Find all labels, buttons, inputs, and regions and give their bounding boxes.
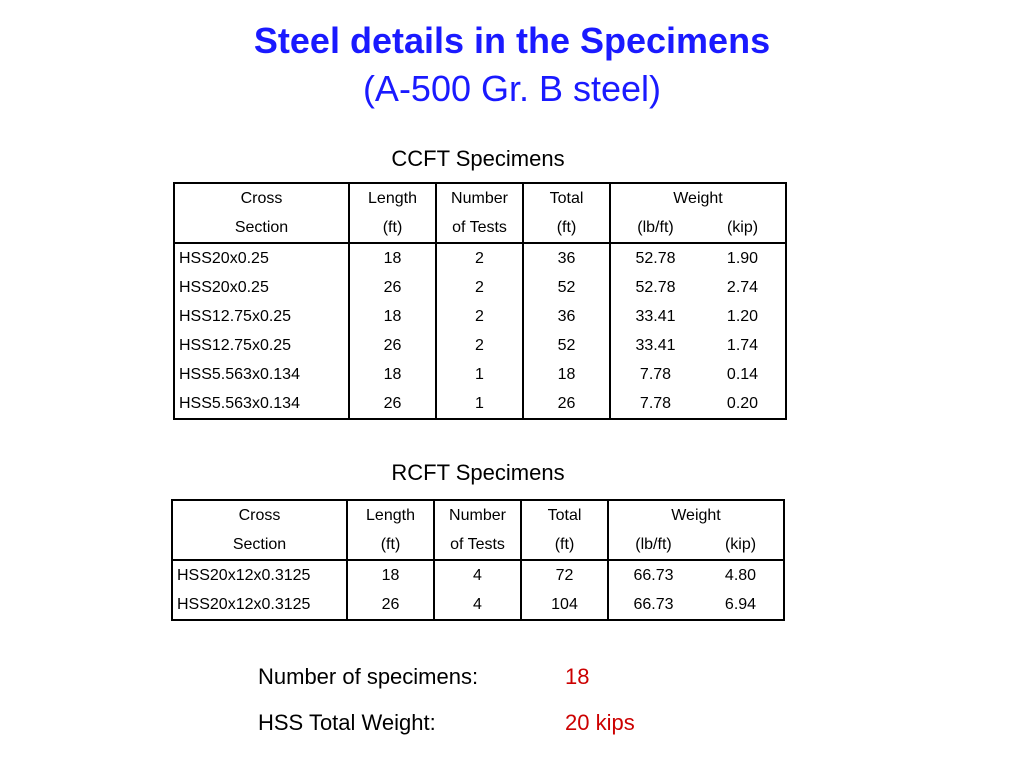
table-cell: 52.78 bbox=[635, 249, 676, 267]
header-cell: (lb/ft) bbox=[608, 530, 698, 560]
table-cell: 26 bbox=[349, 273, 436, 302]
table-row bbox=[174, 331, 786, 360]
table-cell: 66.73 bbox=[633, 566, 674, 584]
ccft-table-caption: CCFT Specimens bbox=[391, 146, 565, 171]
table-row bbox=[172, 560, 784, 590]
table-cell: 18 bbox=[349, 302, 436, 331]
header-cell: (ft) bbox=[523, 213, 610, 243]
header-cell: (lb/ft) bbox=[610, 213, 700, 243]
table-cell: 0.14 bbox=[726, 365, 759, 383]
table-row bbox=[174, 273, 786, 302]
header-cell: Total bbox=[523, 183, 610, 213]
rcft-header-row-2 bbox=[172, 530, 784, 560]
table-cell: 2 bbox=[436, 273, 523, 302]
table-cell: 66.73 bbox=[633, 595, 674, 613]
table-cell: 7.78 bbox=[639, 394, 672, 412]
header-cell: Cross bbox=[172, 500, 347, 530]
table-cell: HSS5.563x0.134 bbox=[174, 389, 349, 419]
total-weight-label: HSS Total Weight: bbox=[258, 710, 436, 735]
rcft-table bbox=[171, 499, 785, 621]
table-cell: HSS20x12x0.3125 bbox=[172, 560, 347, 590]
table-cell: 4.80 bbox=[724, 566, 757, 584]
table-cell: 33.41 bbox=[635, 307, 676, 325]
header-cell: Section bbox=[174, 213, 349, 243]
specimens-count-label: Number of specimens: bbox=[258, 664, 479, 689]
table-cell: 1.20 bbox=[726, 307, 759, 325]
header-cell: (ft) bbox=[347, 530, 434, 560]
table-cell: 2 bbox=[436, 302, 523, 331]
table-row bbox=[174, 360, 786, 389]
total-weight-value: 20 kips bbox=[565, 710, 635, 735]
table-cell: 1.90 bbox=[726, 249, 759, 267]
table-cell: 2.74 bbox=[726, 278, 759, 296]
header-cell: Number bbox=[436, 183, 523, 213]
ccft-table bbox=[173, 182, 787, 420]
table-cell: 26 bbox=[349, 389, 436, 419]
table-cell: HSS12.75x0.25 bbox=[174, 302, 349, 331]
table-cell: HSS12.75x0.25 bbox=[174, 331, 349, 360]
table-cell: 6.94 bbox=[724, 595, 757, 613]
table-cell: 26 bbox=[523, 389, 610, 419]
table-cell: 1 bbox=[436, 360, 523, 389]
header-cell: Total bbox=[521, 500, 608, 530]
table-cell: HSS5.563x0.134 bbox=[174, 360, 349, 389]
table-cell: HSS20x0.25 bbox=[174, 273, 349, 302]
table-cell: 1 bbox=[436, 389, 523, 419]
table-cell: 52.78 bbox=[635, 278, 676, 296]
table-row bbox=[174, 243, 786, 273]
ccft-header-row-1 bbox=[174, 183, 786, 213]
table-cell: 104 bbox=[521, 590, 608, 620]
header-cell: of Tests bbox=[436, 213, 523, 243]
header-cell: (ft) bbox=[349, 213, 436, 243]
table-cell: 72 bbox=[521, 560, 608, 590]
table-cell: 26 bbox=[349, 331, 436, 360]
table-cell: 18 bbox=[523, 360, 610, 389]
header-cell: (kip) bbox=[700, 213, 786, 243]
table-cell: HSS20x12x0.3125 bbox=[172, 590, 347, 620]
header-cell: (kip) bbox=[698, 530, 784, 560]
ccft-header-row-2 bbox=[174, 213, 786, 243]
rcft-header-row-1 bbox=[172, 500, 784, 530]
header-cell: Length bbox=[349, 183, 436, 213]
table-row bbox=[174, 389, 786, 419]
header-cell: Length bbox=[347, 500, 434, 530]
table-cell: 33.41 bbox=[635, 336, 676, 354]
table-cell: 2 bbox=[436, 331, 523, 360]
header-cell: of Tests bbox=[434, 530, 521, 560]
table-cell: 4 bbox=[434, 590, 521, 620]
table-cell: 26 bbox=[347, 590, 434, 620]
rcft-table-caption: RCFT Specimens bbox=[391, 460, 565, 485]
header-cell: Weight bbox=[671, 506, 721, 524]
table-cell: HSS20x0.25 bbox=[174, 243, 349, 273]
table-cell: 52 bbox=[523, 331, 610, 360]
table-row bbox=[172, 590, 784, 620]
table-cell: 0.20 bbox=[726, 394, 759, 412]
header-cell: Number bbox=[434, 500, 521, 530]
slide-title: Steel details in the Specimens bbox=[253, 20, 771, 61]
table-cell: 36 bbox=[523, 243, 610, 273]
table-cell: 7.78 bbox=[639, 365, 672, 383]
table-cell: 18 bbox=[349, 360, 436, 389]
table-cell: 36 bbox=[523, 302, 610, 331]
table-row bbox=[174, 302, 786, 331]
table-cell: 2 bbox=[436, 243, 523, 273]
table-cell: 1.74 bbox=[726, 336, 759, 354]
header-cell: Section bbox=[172, 530, 347, 560]
header-cell: Weight bbox=[673, 189, 723, 207]
table-cell: 18 bbox=[349, 243, 436, 273]
table-cell: 52 bbox=[523, 273, 610, 302]
slide-subtitle: (A-500 Gr. B steel) bbox=[362, 68, 662, 109]
specimens-count-value: 18 bbox=[565, 664, 590, 689]
header-cell: (ft) bbox=[521, 530, 608, 560]
table-cell: 18 bbox=[347, 560, 434, 590]
table-cell: 4 bbox=[434, 560, 521, 590]
header-cell: Cross bbox=[174, 183, 349, 213]
